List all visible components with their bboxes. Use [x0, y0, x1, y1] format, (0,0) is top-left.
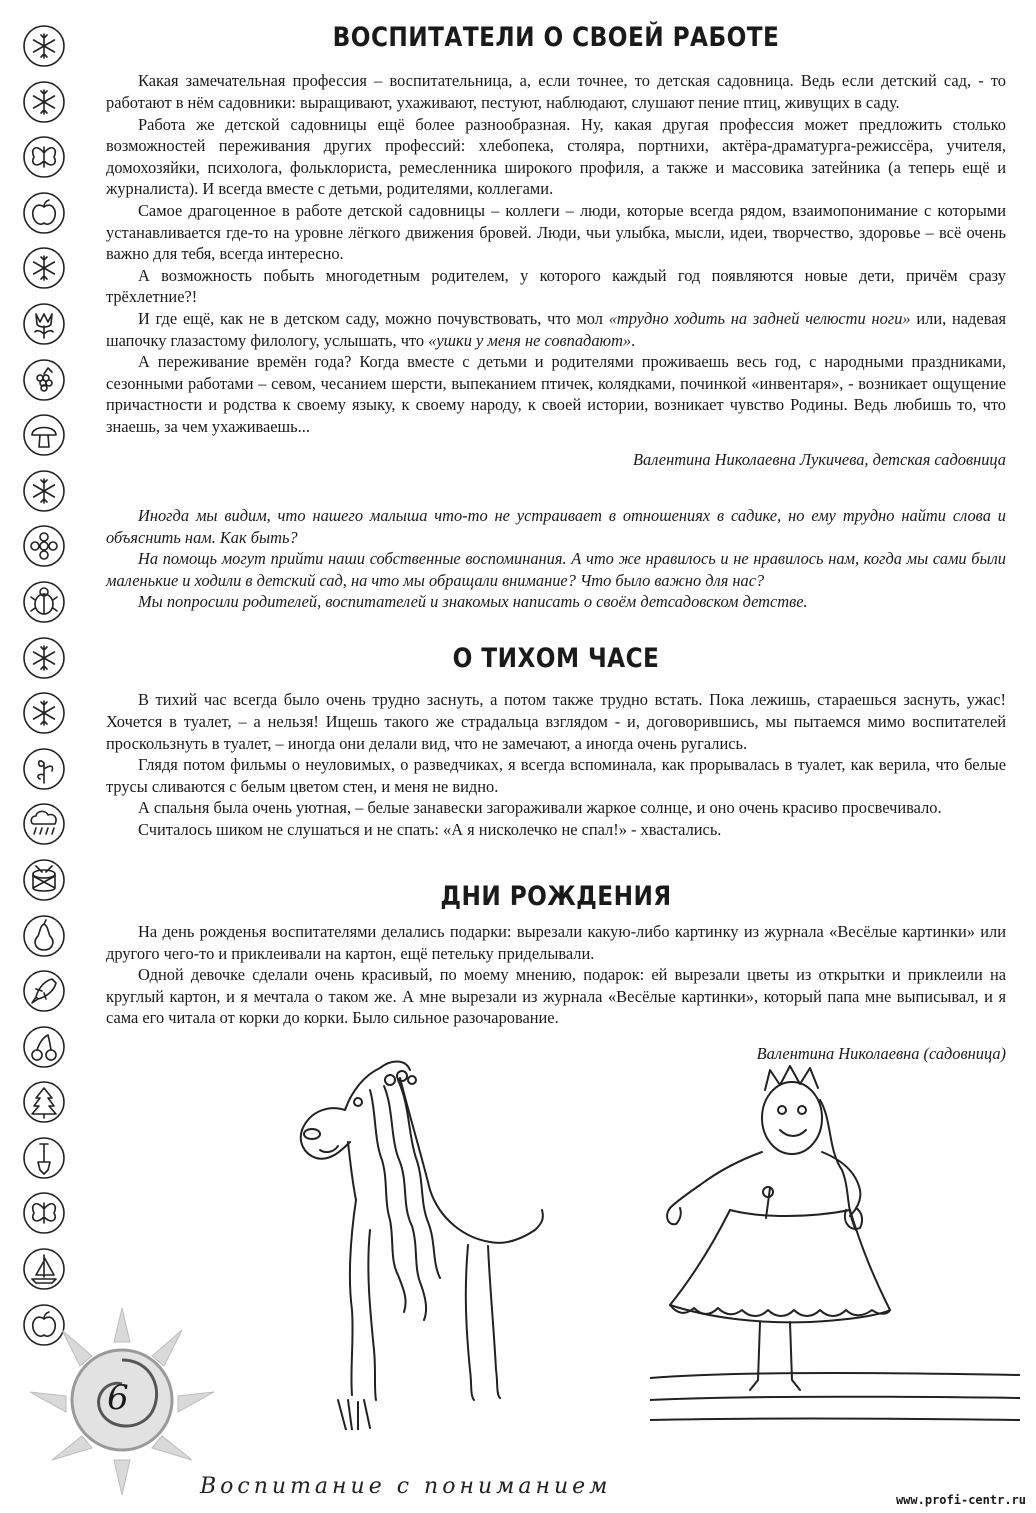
- rocket-icon: [22, 969, 66, 1013]
- cherry-icon: [22, 1025, 66, 1069]
- editorial-intro: [106, 505, 1006, 613]
- ladybug-icon: [22, 580, 66, 624]
- section-nap-time-body: [106, 689, 1006, 840]
- snowflake-icon: [22, 80, 66, 124]
- paragraph: А спальня была очень уютная, – белые занавески загораживали жаркое солнце, и оно очень красиво просвечивало.: [138, 798, 942, 818]
- author-signature: Валентина Николаевна Лукичева, детская садовница: [633, 450, 1006, 470]
- section-title-nap-time: О ТИХОМ ЧАСЕ: [452, 643, 660, 675]
- intro-paragraph: На помощь могут прийти наши собственные воспоминания. А что же нравилось и не нравилось нам, когда мы сами были маленькие и ходили в детский сад, на что мы обращали внимание? Что было важно для нас?: [106, 549, 1006, 590]
- snowflake-icon: [22, 246, 66, 290]
- paragraph: [106, 308, 1006, 351]
- child-drawing-princess: [650, 1060, 1020, 1430]
- lily-icon: [22, 747, 66, 791]
- section-educators-body: [106, 70, 1006, 471]
- snowflake-icon: [22, 691, 66, 735]
- paragraph: В тихий час всегда было очень трудно заснуть, а потом также трудно встать. Пока лежишь, стараешься заснуть, ужас! Хочется в туалет, – а нельзя! Ищешь такого же страдальца взглядом - и, договорившись, мы пытаемся мимо воспитателей проскользнуть в туалет, – иногда они делали вид, что не замечают, а иногда очень ругались.: [106, 690, 1006, 753]
- sailboat-icon: [22, 1247, 66, 1291]
- drum-icon: [22, 858, 66, 902]
- paragraph: Одной девочке сделали очень красивый, по моему мнению, подарок: ей вырезали цветы из открытки и приклеили на круглый картон, и я мечтала о таком же. А мне вырезали из журнала «Весёлые картинки», который папа мне выписывал, и я сама его читала от корки до корки. Было сильное разочарование.: [106, 965, 1006, 1028]
- section-title-birthdays: ДНИ РОЖДЕНИЯ: [440, 880, 672, 912]
- intro-paragraph: Мы попросили родителей, воспитателей и знакомых написать о своём детсадовском детстве.: [138, 592, 808, 612]
- article-content: [106, 22, 1006, 1065]
- page-number: 6: [107, 1378, 129, 1418]
- paragraph: Работа же детской садовницы ещё более разнообразная. Ну, какая другая профессия может предложить столько возможностей переживания других профессий: хлебопека, столяра, портнихи, актёра-драматурга-режиссёра, учителя, домохозяйки, психолога, фольклориста, ремесленника широкого профиля, а также и массовика затейника (а теперь ещё и журналиста). И всегда вместе с детьми, родителями, коллегами.: [106, 114, 1006, 199]
- flower-icon: [22, 524, 66, 568]
- butterfly-icon: [22, 135, 66, 179]
- paragraph: Считалось шиком не слушаться и не спать: «А я нисколечко не спал!» - хвастались.: [138, 820, 722, 839]
- quote-italic: «ушки у меня не совпадают»: [428, 330, 632, 350]
- rain-cloud-icon: [22, 802, 66, 846]
- snowflake-icon: [22, 24, 66, 68]
- section-title-educators: ВОСПИТАТЕЛИ О СВОЕЙ РАБОТЕ: [332, 22, 780, 53]
- margin-icon-column: [22, 24, 70, 1347]
- text-run: или, надевая шапочку глазастому филологу, услышать, что: [106, 308, 1007, 350]
- apple-icon: [22, 191, 66, 235]
- snowflake-icon: [22, 636, 66, 680]
- tulip-icon: [22, 302, 66, 346]
- raspberry-icon: [22, 358, 66, 402]
- magazine-title: Воспитание с пониманием: [200, 1474, 612, 1499]
- child-drawing-horse: [290, 1050, 550, 1430]
- pear-icon: [22, 914, 66, 958]
- paragraph: А возможность побыть многодетным родителем, у которого каждый год появляются новые дети, причём сразу трёхлетние?!: [106, 265, 1006, 307]
- paragraph: Какая замечательная профессия – воспитательница, а, если точнее, то детская садовница. Ведь если детский сад, - то работают в нём садовники: выращивают, ухаживают, пестуют, наблюдают, слушают пение птиц, живущих в саду.: [106, 71, 1006, 112]
- paragraph: А переживание времён года? Когда вместе с детьми и родителями проживаешь весь год, с народными праздниками, сезонными работами – севом, чесанием шерсти, выпеканием птичек, колядками, починкой «инвентаря», - возникает ощущение причастности и родства к своему языку, к своему народу, к своей истории, возникает чувство Родины. Ведь любишь то, что знаешь, за чем ухаживаешь...: [106, 352, 1006, 436]
- mushroom-icon: [22, 413, 66, 457]
- intro-paragraph: Иногда мы видим, что нашего малыша что-то не устраивает в отношениях в садике, но ему трудно найти слова и объяснить нам. Как быть?: [106, 506, 1006, 547]
- paragraph: Глядя потом фильмы о неуловимых, о разведчиках, я всегда вспоминала, как прорывалась в туалет, как верила, что белые трусы сливаются с белым цветом стен, и меня не видно.: [106, 755, 1006, 796]
- snowflake-icon: [22, 469, 66, 513]
- fir-tree-icon: [22, 1080, 66, 1124]
- website-url: www.profi-centr.ru: [895, 1493, 1026, 1507]
- shovel-icon: [22, 1136, 66, 1180]
- paragraph: На день рожденья воспитателями делались подарки: вырезали какую-либо картинку из журнала «Весёлые картинки» или другого чего-то и приклеивали на картон, ещё петельку приделывали.: [106, 921, 1006, 963]
- quote-italic: «трудно ходить на задней челюсти ноги»: [608, 308, 911, 328]
- text-run: И где ещё, как не в детском саду, можно почувствовать, что мол: [138, 308, 609, 328]
- paragraph: Самое драгоценное в работе детской садовницы – коллеги – люди, которые всегда рядом, взаимопонимание с которыми устанавливается где-то на уровне лёгкого движения бровей. Люди, чьи улыбка, мысли, идеи, творчество, здоровье – всё очень важно для тебя, всегда интересно.: [106, 200, 1006, 264]
- text-run: .: [631, 330, 636, 350]
- butterfly-icon: [22, 1191, 66, 1235]
- author-signature: Валентина Николаевна (садовница): [756, 1043, 1006, 1063]
- section-birthdays-body: [106, 921, 1006, 1065]
